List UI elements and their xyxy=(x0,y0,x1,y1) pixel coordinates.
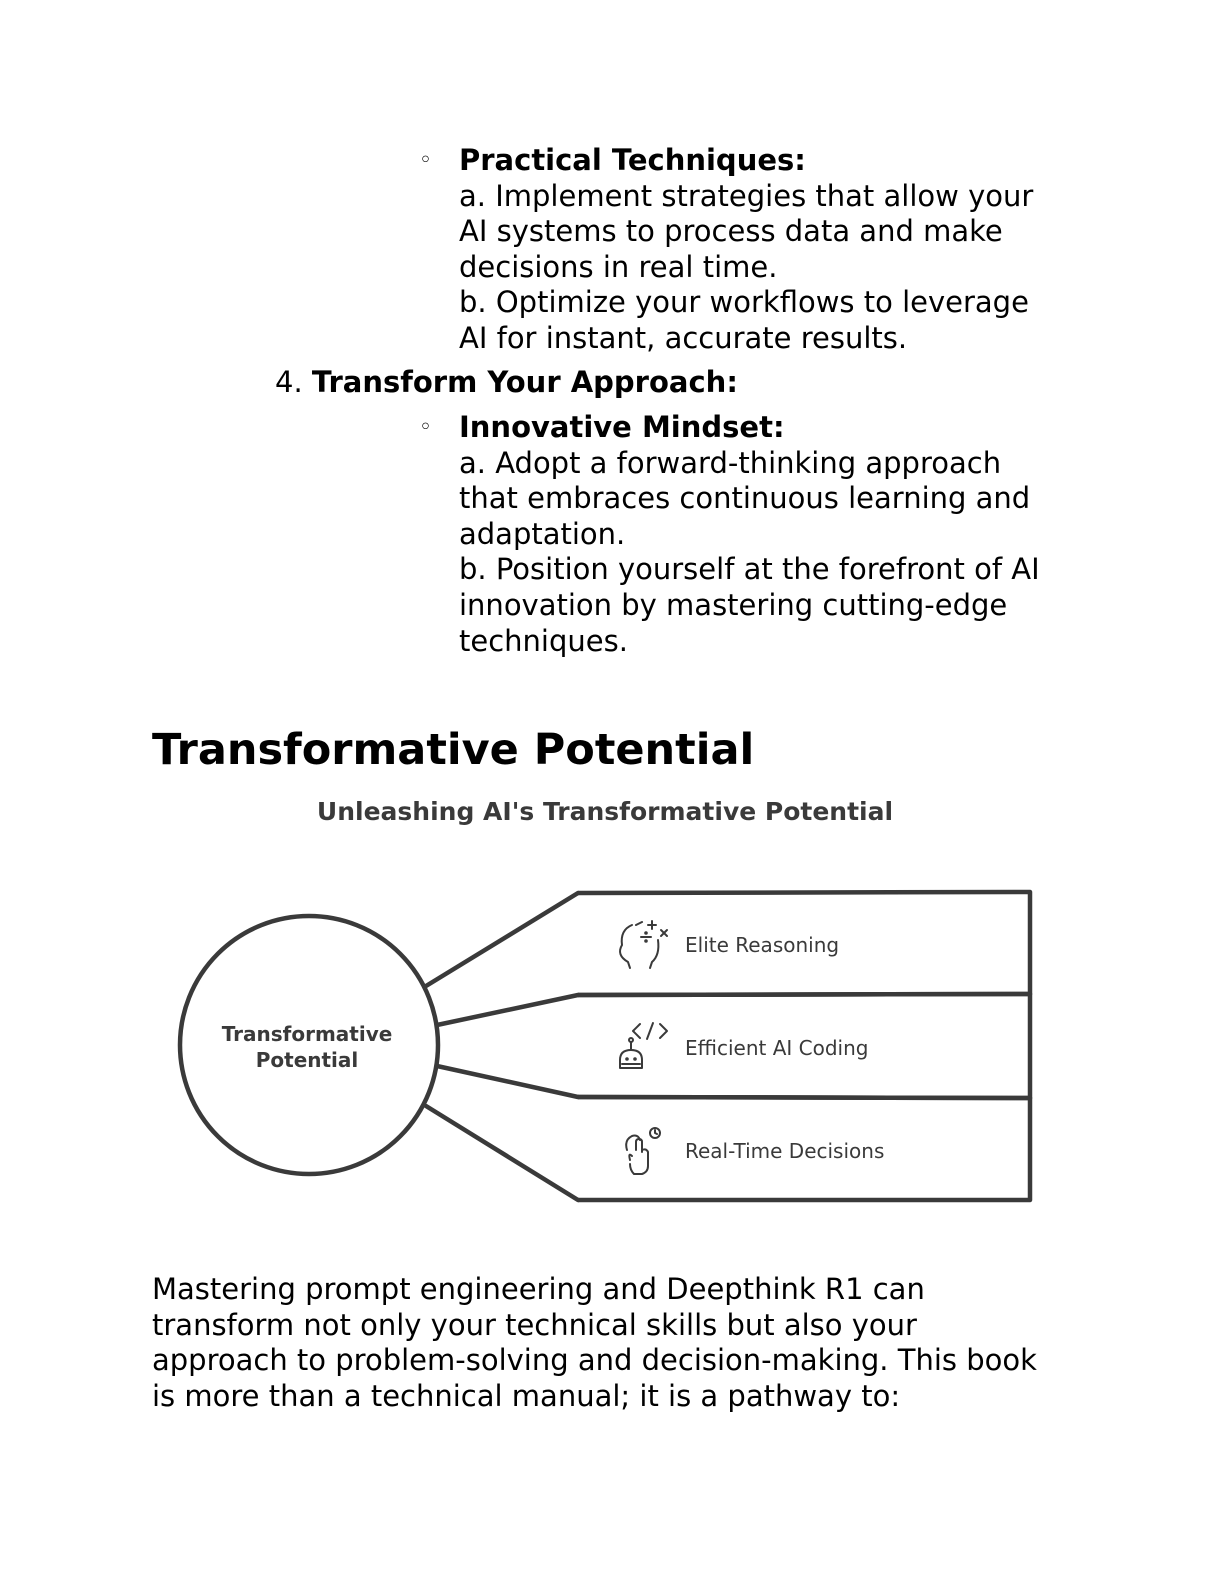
subitem-line: a. Adopt a forward-thinking approach xyxy=(459,445,1002,480)
list-subitem-innovative-mindset xyxy=(459,410,1099,659)
subitem-line: innovation by mastering cutting-edge xyxy=(459,587,1008,622)
connector-line xyxy=(437,995,578,1025)
list-subitem-practical-techniques xyxy=(459,143,1099,357)
subitem-line: that embraces continuous learning and xyxy=(459,481,1031,516)
subitem-line: a. Implement strategies that allow your xyxy=(459,178,1034,213)
subitem-heading: Innovative Mindset: xyxy=(459,410,785,444)
list-item-label: Transform Your Approach: xyxy=(311,365,738,399)
subitem-line: AI for instant, accurate results. xyxy=(459,320,908,355)
paragraph-line: is more than a technical manual; it is a pathway to: xyxy=(152,1378,901,1413)
paragraph-line: transform not only your technical skills but also your xyxy=(152,1307,917,1342)
paragraph-line: approach to problem-solving and decision-making. This book xyxy=(152,1343,1037,1378)
branch-label-real-time-decisions: Real-Time Decisions xyxy=(685,1139,885,1163)
subitem-line: adaptation. xyxy=(459,516,626,551)
brain-math-icon xyxy=(620,921,667,968)
robot-code-icon xyxy=(620,1023,667,1068)
transformative-potential-diagram xyxy=(0,780,1224,1230)
subitem-line: techniques. xyxy=(459,623,628,658)
list-item-transform-approach xyxy=(275,365,738,401)
section-title: Transformative Potential xyxy=(152,724,755,775)
connector-line xyxy=(426,1106,578,1200)
subitem-line: AI systems to process data and make xyxy=(459,214,1003,249)
body-paragraph xyxy=(152,1272,1082,1414)
connector-line xyxy=(437,1066,578,1097)
list-bullet: ◦ xyxy=(419,148,432,173)
connector-line xyxy=(426,893,578,986)
subitem-line: b. Optimize your workflows to leverage xyxy=(459,285,1029,320)
branch-label-efficient-ai-coding: Efficient AI Coding xyxy=(685,1036,869,1060)
list-bullet: ◦ xyxy=(419,415,432,440)
list-number: 4. xyxy=(275,365,303,399)
subitem-line: b. Position yourself at the forefront of AI xyxy=(459,552,1040,587)
branch-label-elite-reasoning: Elite Reasoning xyxy=(685,933,840,957)
diagram-title: Unleashing AI's Transformative Potential xyxy=(316,797,894,826)
center-label-line2: Potential xyxy=(255,1048,359,1072)
paragraph-line: Mastering prompt engineering and Deepthink R1 can xyxy=(152,1272,925,1306)
subitem-line: decisions in real time. xyxy=(459,249,778,284)
subitem-heading: Practical Techniques: xyxy=(459,143,806,177)
hand-clock-icon xyxy=(626,1128,660,1174)
center-label-line1: Transformative xyxy=(221,1022,393,1046)
